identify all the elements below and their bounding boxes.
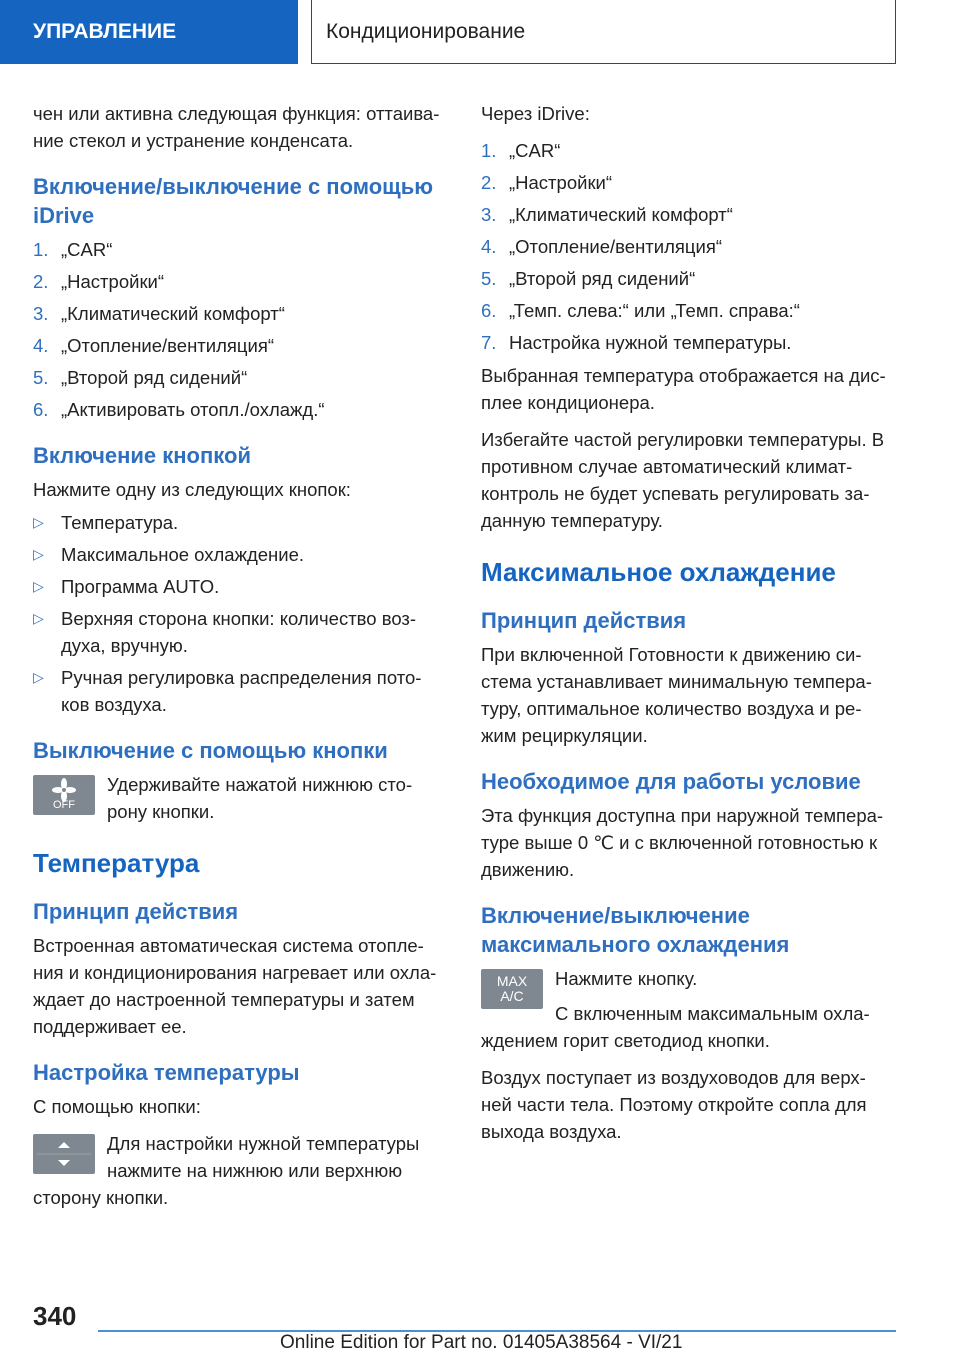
button-off-text: Удерживайте нажатой нижнюю сто-рону кнопки. (107, 774, 413, 822)
triangle-bullet-icon: ▷ (33, 514, 44, 530)
step-number: 4. (481, 236, 497, 257)
step-number: 2. (481, 172, 497, 193)
list-item (481, 137, 896, 164)
triangle-bullet-icon: ▷ (33, 669, 44, 685)
temp-up-down-button-icon (33, 1134, 95, 1174)
step-text: „Настройки“ (61, 271, 165, 292)
heading-button-on: Включение кнопкой (33, 443, 251, 468)
heading-condition: Необходимое для работы условие (481, 769, 861, 794)
triangle-bullet-icon: ▷ (33, 610, 44, 626)
step-number: 3. (33, 303, 49, 324)
off-label: OFF (53, 799, 75, 811)
heading-button-off: Выключение с помощью кнопки (33, 738, 388, 763)
list-item (33, 300, 448, 327)
header-topic (311, 0, 896, 64)
max-label: MAX (496, 973, 528, 989)
step-text: „Климатический комфорт“ (509, 204, 733, 225)
via-idrive-text: Через iDrive: (481, 103, 590, 124)
list-item (481, 169, 896, 196)
temp-idrive-steps-list (481, 137, 896, 356)
button-on-list (33, 509, 448, 718)
list-item: ▷ Температура. (33, 509, 448, 536)
step-number: 7. (481, 332, 497, 353)
heading-idrive-onoff: Включение/выключение с помощью iDrive (33, 174, 434, 228)
heading-max-cooling: Максимальное охлаждение (481, 557, 836, 587)
step-text: „Настройки“ (509, 172, 613, 193)
list-item (33, 236, 448, 263)
maxcool-press-text: Нажмите кнопку. (555, 968, 698, 989)
heading-principle-maxcool: Принцип действия (481, 608, 687, 633)
heading-principle-temp: Принцип действия (33, 899, 239, 924)
list-item (481, 265, 896, 292)
step-text: „Отопление/вентиляция“ (61, 335, 275, 356)
intro-text: чен или активна следующая функция: оттаива-ние стекол и устранение конденсата. (33, 103, 440, 151)
list-item (33, 332, 448, 359)
list-item (481, 201, 896, 228)
ac-label: A/C (500, 988, 524, 1004)
list-item (33, 268, 448, 295)
list-item (33, 364, 448, 391)
right-column (481, 100, 896, 1155)
left-column (33, 100, 448, 1221)
step-number: 6. (481, 300, 497, 321)
step-number: 5. (33, 367, 49, 388)
step-number: 1. (481, 140, 497, 161)
step-text: „CAR“ (61, 239, 113, 260)
maxcool-button-block (481, 965, 896, 1054)
step-number: 3. (481, 204, 497, 225)
temp-setting-text: С помощью кнопки: (33, 1096, 201, 1117)
step-text: „Второй ряд сидений“ (61, 367, 248, 388)
triangle-bullet-icon: ▷ (33, 546, 44, 562)
triangle-bullet-icon: ▷ (33, 578, 44, 594)
airflow-text: Воздух поступает из воздуховодов для верх-ней части тела. Поэтому откройте сопла для выхода воздуха. (481, 1067, 867, 1142)
heading-temp-setting: Настройка температуры (33, 1060, 300, 1085)
heading-maxcool-onoff: Включение/выключение максимального охлаждения (481, 903, 790, 957)
step-text: „Климатический комфорт“ (61, 303, 285, 324)
principle-maxcool-text: При включенной Готовности к движению си-стема устанавливает минимальную темпера-туру, оптимальное количество воздуха и ре-жим рециркуляции. (481, 644, 872, 746)
idrive-steps-list (33, 236, 448, 423)
list-item (481, 329, 896, 356)
temp-button-text: Для настройки нужной температуры нажмите на нижнюю или верхнюю сторону кнопки. (33, 1133, 420, 1208)
step-number: 4. (33, 335, 49, 356)
list-item (481, 297, 896, 324)
step-text: Настройка нужной температуры. (509, 332, 792, 353)
button-on-text: Нажмите одну из следующих кнопок: (33, 479, 351, 500)
header-topic-label: Кондиционирование (326, 19, 526, 43)
maxcool-led-text: С включенным максимальным охла-ждением горит светодиод кнопки. (481, 1003, 870, 1051)
list-item (481, 233, 896, 260)
step-text: „Отопление/вентиляция“ (509, 236, 723, 257)
page-number: 340 (33, 1301, 77, 1331)
footer-edition: Online Edition for Part no. 01405A38564 - VI/21 (280, 1332, 683, 1353)
button-off-block (33, 771, 448, 825)
step-number: 1. (33, 239, 49, 260)
step-number: 5. (481, 268, 497, 289)
principle-temp-text: Встроенная автоматическая система отопле-ния и кондиционирования нагревает или охла-ждает до настроенной температуры и затем поддерживает ее. (33, 935, 437, 1037)
list-item: ▷ Верхняя сторона кнопки: количество воз-духа, вручную. (33, 605, 448, 659)
step-text: „Второй ряд сидений“ (509, 268, 696, 289)
step-text: „CAR“ (509, 140, 561, 161)
header-section-tab (0, 0, 298, 64)
list-item (33, 396, 448, 423)
condition-text: Эта функция доступна при наружной темпера-туре выше 0 ℃ и с включенной готовностью к движению. (481, 805, 884, 880)
step-number: 6. (33, 399, 49, 420)
max-ac-button-icon (481, 969, 543, 1009)
list-item: ▷ Ручная регулировка распределения пото-ков воздуха. (33, 664, 448, 718)
step-text: „Темп. слева:“ или „Темп. справа:“ (509, 300, 800, 321)
temp-button-block (33, 1130, 448, 1211)
heading-temperature: Температура (33, 848, 200, 878)
list-item: ▷ Максимальное охлаждение. (33, 541, 448, 568)
step-number: 2. (33, 271, 49, 292)
fan-off-button-icon (33, 775, 95, 815)
list-item: ▷ Программа AUTO. (33, 573, 448, 600)
header-section-label: УПРАВЛЕНИЕ (33, 20, 177, 43)
display-text: Выбранная температура отображается на дис-плее кондиционера. (481, 365, 886, 413)
avoid-text: Избегайте частой регулировки температуры. В противном случае автоматический климат-контроль не будет успевать регулировать за-данную температуру. (481, 429, 885, 531)
step-text: „Активировать отопл./охлажд.“ (61, 399, 325, 420)
